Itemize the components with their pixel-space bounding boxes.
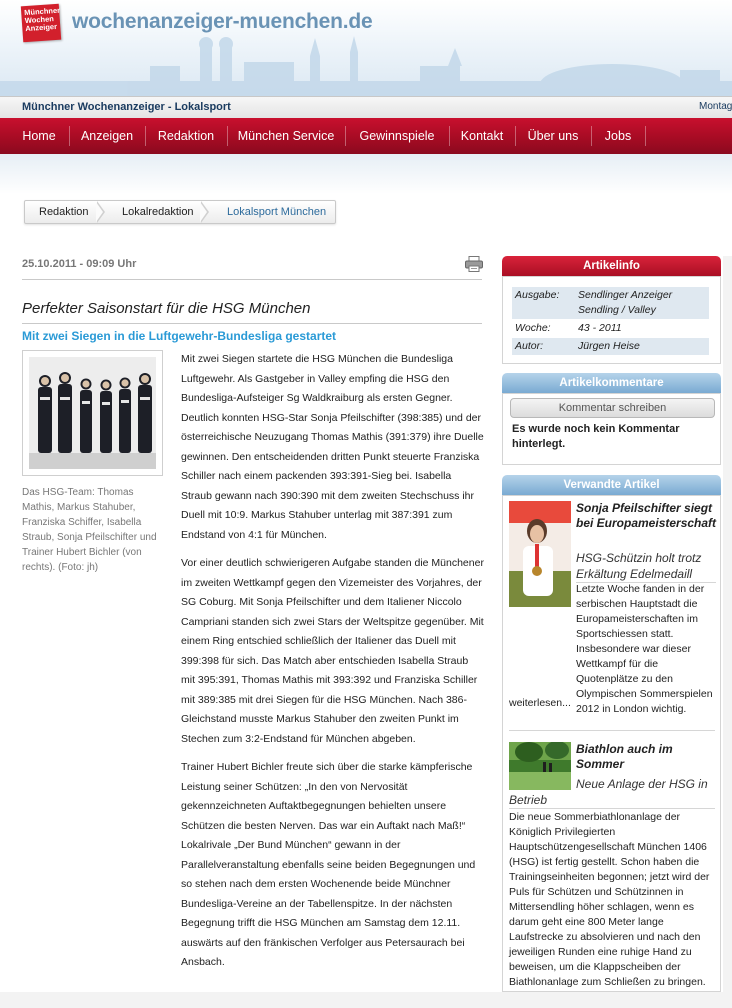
info-row-ausgabe xyxy=(512,287,709,319)
related-article-2-text: Die neue Sommerbiathlonanlage der Königlich Privilegierten Hauptschützengesellschaft München 1406 (HSG) ist fertig gestellt. Schon haben die Trainingseinheiten begonnen; jetzt wird der Puls für Schützen und Schützinnen in Mittersendling höher schlagen, wenn es darum geht eine 800 Meter lange Laufstrecke zu absolvieren und nach den jeweiligen Runden eine ruhige Hand zu beweisen, um die Klappscheiben der Biathlonanlage zum Schließen zu bringen. xyxy=(509,811,710,988)
nav-jobs[interactable]: Jobs xyxy=(604,129,632,143)
info-row-autor xyxy=(512,338,709,355)
site-name[interactable]: wochenanzeiger-muenchen.de xyxy=(72,10,373,33)
related-article-2-lead: Neue Anlage der HSG in Betrieb xyxy=(509,777,708,807)
logo-line-1: Münchner xyxy=(23,5,61,18)
article-paragraph: Vor einer deutlich schwierigeren Aufgabe standen die Münchener im zweiten Wettkampf gegen den Vizemeister des Vorjahres, der SG Coburg. Mit Sonja Pfeilschifter und dem Italiener Niccolo Campriani standen sich zwei Stars der Weltspitze gegenüber. Mit einem Ring entschied schließlich der Italiener das Duell mit 399:398 für sich. Das Match aber entschieden Isabella Straub mit 395:391, Thomas Mathis mit 393:392 und Franziska Schiller mit 389:385 mit drei Siegen für die HSG München. Nach 386-Gleichstand musste Markus Stahuber den zweiten Punkt im Stechen zum 3:2-Endstand für München abgeben. xyxy=(181,557,484,745)
breadcrumb-separator xyxy=(97,201,105,223)
nav-kontakt[interactable]: Kontakt xyxy=(460,129,504,143)
related-article-1-lead: HSG-Schützin holt trotz Erkältung Edelmedaill xyxy=(576,551,702,581)
munich-skyline-illustration xyxy=(0,26,732,96)
page-edge xyxy=(723,256,732,996)
logo-line-3: Anzeiger xyxy=(25,21,58,34)
team-photo[interactable] xyxy=(29,357,156,469)
article-paragraph: Trainer Hubert Bichler freute sich über die starke kämpferische Leistung seiner Schützen: „In den von Nervosität gekennzeichneten Auftaktbegegnungen behielten unsere Schützen die besten Nerven. Das war ein Auftakt nach Maß!“ Lokalrivale „Der Bund München“ gewann in der Parallelveranstaltung ebenfalls seine beiden Begegnungen und so stehen nach dem ersten Wochenende beide Münchner Bundesliga-Vereine an der Tabellenspitze. In der nächsten Begegnung trifft die HSG München am Samstag dem 12.11. auswärts auf den fränkischen Verfolger aus Petersaurach bei Ansbach. xyxy=(181,761,476,968)
article-photo-frame[interactable] xyxy=(22,350,163,476)
breadcrumb-redaktion[interactable]: Redaktion xyxy=(39,206,89,218)
related-article-1-text-side: Letzte Woche fanden in der serbischen Hauptstadt die Europameisterschaften im Sportschiessen statt. Insbesondere war dieser Wettkampf für die Quotenplätze zu den Olympischen Sommerspielen 2012 in London wichtig. xyxy=(576,583,713,715)
current-date: Montag xyxy=(699,101,732,112)
article-title-divider xyxy=(22,323,482,324)
article-body xyxy=(181,350,484,982)
nav-redaktion[interactable]: Redaktion xyxy=(157,129,215,143)
related-article-1-title[interactable]: Sonja Pfeilschifter siegt bei Europameisterschaft xyxy=(576,501,717,530)
related-article-1-image[interactable] xyxy=(509,501,571,607)
info-row-woche xyxy=(512,319,709,338)
info-value: 43 - 2011 xyxy=(578,322,622,334)
nav-home[interactable]: Home xyxy=(22,129,56,143)
section-title: Münchner Wochenanzeiger - Lokalsport xyxy=(22,101,231,113)
breadcrumb xyxy=(24,200,336,224)
comments-header: Artikelkommentare xyxy=(502,373,721,393)
main-navigation xyxy=(0,118,732,154)
related-divider xyxy=(509,730,715,731)
nav-ueber-uns[interactable]: Über uns xyxy=(527,129,579,143)
nav-divider xyxy=(645,126,646,146)
related-divider xyxy=(509,808,715,809)
article-date: 25.10.2011 - 09:09 Uhr xyxy=(22,258,137,270)
breadcrumb-lokalredaktion[interactable]: Lokalredaktion xyxy=(122,206,194,218)
nav-muenchen-service[interactable]: München Service xyxy=(237,129,335,143)
nav-gewinnspiele[interactable]: Gewinnspiele xyxy=(359,129,435,143)
logo-line-2: Wochen xyxy=(24,14,55,26)
info-value: Jürgen Heise xyxy=(578,340,640,352)
related-article-2-title[interactable]: Biathlon auch im Sommer xyxy=(576,742,673,771)
article-title: Perfekter Saisonstart für die HSG München xyxy=(22,300,311,317)
nav-shadow-band xyxy=(0,154,732,194)
read-more-link[interactable]: weiterlesen... xyxy=(509,697,571,709)
article-date-divider xyxy=(22,279,482,280)
site-header xyxy=(0,0,732,96)
info-label: Ausgabe: xyxy=(515,289,560,301)
info-value: Sendlinger Anzeiger Sendling / Valley xyxy=(578,289,673,316)
write-comment-button[interactable]: Kommentar schreiben xyxy=(510,398,715,418)
info-label: Woche: xyxy=(515,322,551,334)
page-footer-strip xyxy=(0,992,732,1008)
article-paragraph: Mit zwei Siegen startete die HSG München die Bundesliga Luftgewehr. Als Gastgeber in Valley empfing die HSG den Bundesliga-Aufsteiger Sg Waldkraiburg als ersten Gegner. Deutlich konnten HSG-Star Sonja Pfeilschifter (398:385) und der österreichische Neuzugang Thomas Mathis (391:379) ihre Duelle gewinnen. Den entscheidenden dritten Punkt steuerte Franziska Schiller nach einem packenden 393:391-Sieg bei. Isabella Straub gewann nach 390:390 mit dem zweiten Stechschuss ihr Duell mit 10:9. Markus Stahuber unterlag mit 387:391 zum Endstand von 4:1 für München. xyxy=(181,353,484,541)
breadcrumb-separator xyxy=(201,201,209,223)
photo-caption: Das HSG-Team: Thomas Mathis, Markus Stahuber, Franziska Schiffer, Isabella Straub, Sonja Pfeilschifter und Trainer Hubert Bichler (von rechts). (Foto: jh) xyxy=(22,487,157,573)
no-comments-note: Es wurde noch kein Kommentar hinterlegt. xyxy=(512,423,680,450)
article-subtitle: Mit zwei Siegen in die Luftgewehr-Bundesliga gestartet xyxy=(22,329,337,343)
breadcrumb-lokalsport-muenchen[interactable]: Lokalsport München xyxy=(227,206,327,218)
related-articles-header: Verwandte Artikel xyxy=(502,475,721,495)
print-icon[interactable] xyxy=(465,256,483,272)
article-info-header: Artikelinfo xyxy=(502,256,721,276)
article-info-table xyxy=(512,287,709,355)
sub-header-bar xyxy=(0,96,732,118)
info-label: Autor: xyxy=(515,340,544,352)
nav-anzeigen[interactable]: Anzeigen xyxy=(80,129,134,143)
